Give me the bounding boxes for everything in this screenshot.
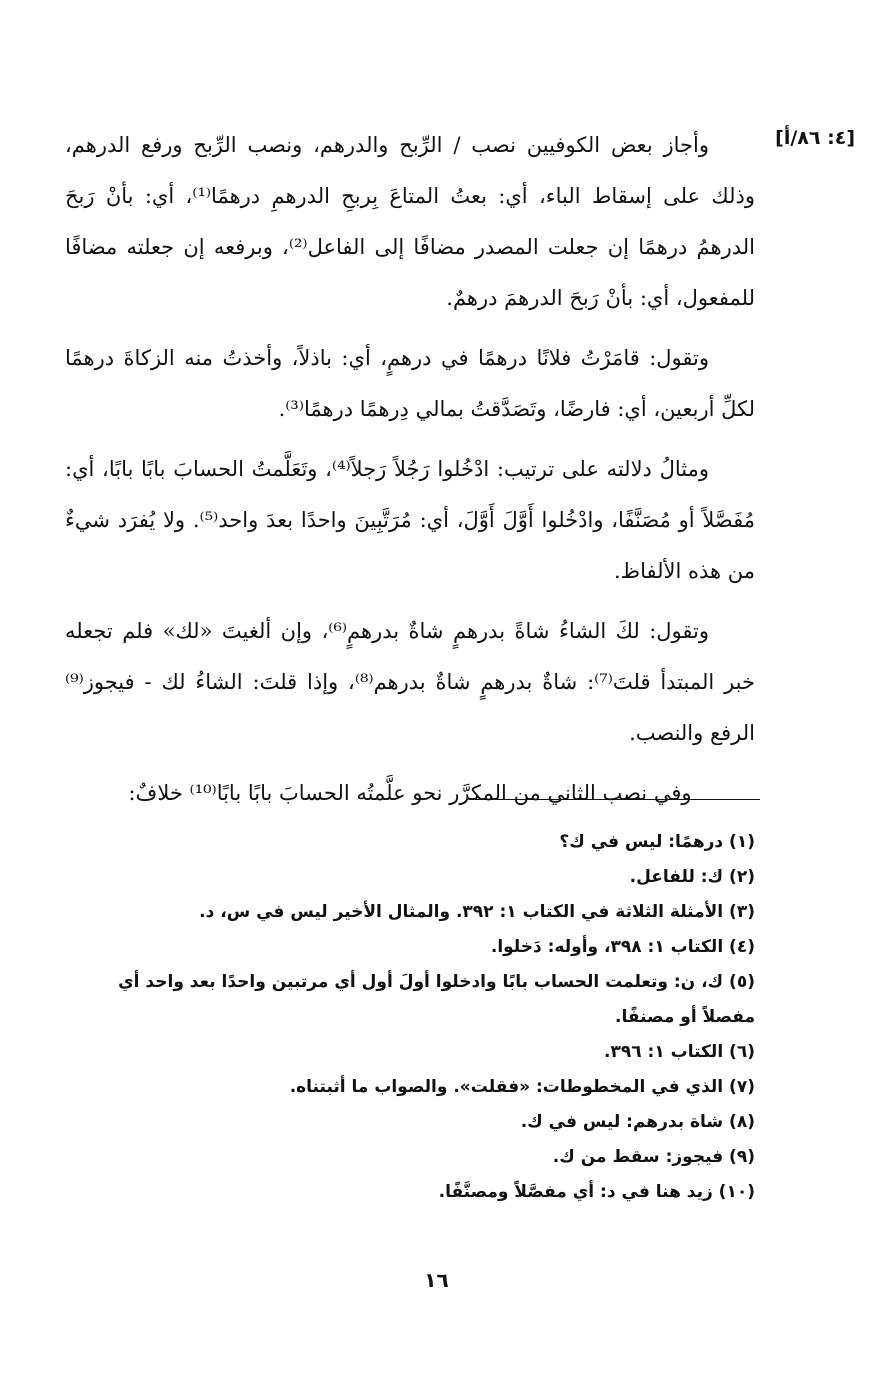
footnote: (٧) الذي في المخطوطات: «فقلت». والصواب ما أثبتناه. [289,1077,755,1097]
footnote: (٢) ك: للفاعل. [629,867,755,887]
footnote: (٤) الكتاب ١: ٣٩٨، وأوله: دَخلوا. [490,937,755,957]
footnote: (٨) شاة بدرهم: ليس في ك. [520,1112,755,1132]
paragraph-text: وفي نصب الثاني من المكرَّر نحو علَّمتُه الحسابَ بابًا بابًا⁽¹⁰⁾ خلافٌ: [128,781,692,805]
manuscript-folio-reference: [٤: ٨٦/أ] [775,127,855,149]
paragraph [65,444,755,597]
footnote: (٩) فيجوز: سقط من ك. [552,1147,755,1167]
footnotes [65,825,755,1210]
footnote: (٣) الأمثلة الثلاثة في الكتاب ١: ٣٩٢. والمثال الأخير ليس في س، د. [199,902,755,922]
paragraph-text: وتقول: قامَرْتُ فلانًا درهمًا في درهمٍ، أي: باذلاً، وأخذتُ منه الزكاةَ درهمًا لكلِّ أربعين، أي: فارضًا، وتَصَدَّقتُ بمالي دِرهمًا درهمًا⁽³⁾. [65,346,755,421]
paragraph [65,768,755,819]
footnote: (١) درهمًا: ليس في ك؟ [559,832,755,852]
paragraph-text: ومثالُ دلالته على ترتيب: ادْخُلوا رَجُلاً رَجلاً⁽⁴⁾، وتَعَلَّمتُ الحسابَ بابًا بابًا، أي: مُفَصَّلاً أو مُصَنَّفًا، وادْخُلوا أَوَّلَ أَوَّلَ، أي: مُرَتَّبِينَ واحدًا بعدَ واحد⁽⁵⁾. ولا يُفرَد شيءٌ من هذه الألفاظ. [65,457,756,583]
paragraph [65,333,755,435]
page-number: ١٦ [424,1268,449,1292]
footnote: (١٠) زيد هنا في د: أي مفصَّلاً ومصنَّفًا. [438,1182,755,1202]
paragraph [65,120,755,324]
footnote: (٦) الكتاب ١: ٣٩٦. [604,1042,755,1062]
footnote: (٥) ك، ن: وتعلمت الحساب بابًا وادخلوا أولَ أول أي مرتبين واحدًا بعد واحد أي مفصلاً أو مصنفًا. [118,972,755,1027]
footnote-separator [470,799,760,800]
paragraph-text: وأجاز بعض الكوفيين نصب / الرِّبح والدرهم، ونصب الرِّبح ورفع الدرهم، وذلك على إسقاط الباء، أي: بعتُ المتاعَ بِربحِ الدرهمِ درهمًا⁽¹⁾، أي: بأنْ رَبحَ الدرهمُ درهمًا إن جعلت المصدر مضافًا إلى الفاعل⁽²⁾، وبرفعه إن جعلته مضافًا للمفعول، أي: بأنْ رَبحَ الدرهمَ درهمٌ. [65,133,755,310]
paragraph [65,606,755,759]
main-text [65,120,755,828]
paragraph-text: وتقول: لكَ الشاءُ شاةً بدرهمٍ شاةٌ بدرهمٍ⁽⁶⁾، وإن ألغيتَ «لك» فلم تجعله خبر المبتدأ قلتَ⁽⁷⁾: شاةٌ بدرهمٍ شاةٌ بدرهم⁽⁸⁾، وإذا قلتَ: الشاءُ لك - فيجوز⁽⁹⁾ الرفع والنصب. [65,619,755,745]
